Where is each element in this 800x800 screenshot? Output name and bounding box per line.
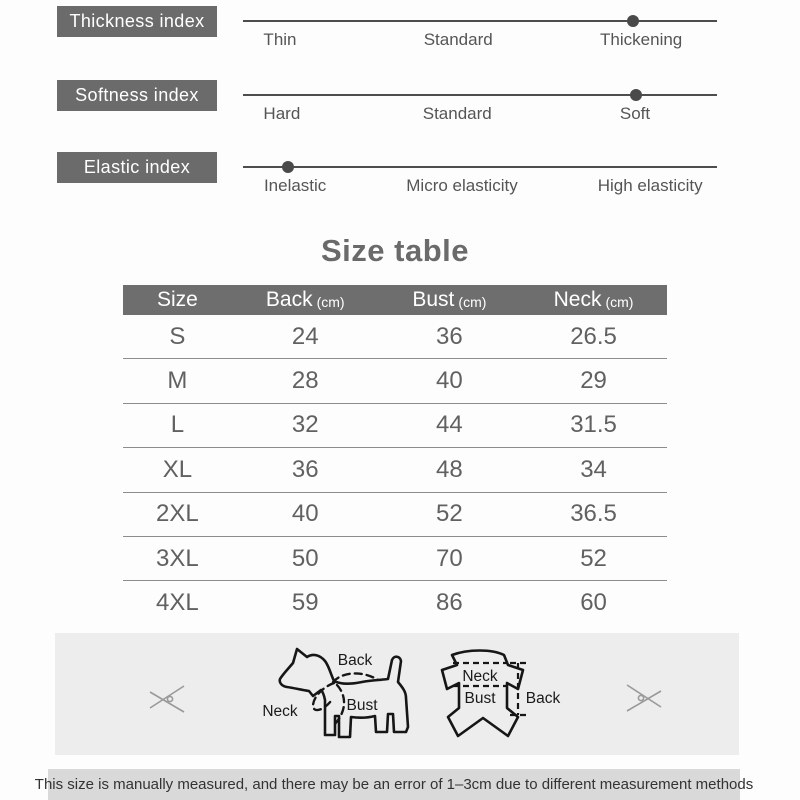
table-row-l	[123, 404, 667, 448]
scale-labels	[243, 30, 717, 54]
scale-labels	[243, 104, 717, 128]
cell-size: S	[169, 322, 186, 350]
scale-labels	[243, 176, 717, 200]
thickness-index-label: Thickness index	[57, 6, 217, 37]
table-row-3xl	[123, 537, 667, 581]
scale-label-micro-elasticity: Micro elasticity	[406, 176, 518, 195]
dog-neck-label: Neck	[262, 703, 298, 720]
scale-label-high-elasticity: High elasticity	[597, 176, 703, 195]
cell-back: 50	[291, 544, 319, 572]
softness-scale	[243, 94, 717, 140]
cell-size: M	[167, 367, 188, 395]
dog-measurement-diagram	[250, 630, 430, 770]
cell-neck: 26.5	[570, 322, 617, 350]
dog-bust-label: Bust	[346, 697, 378, 714]
scale-label-standard: Standard	[422, 104, 492, 123]
index-row-elastic	[0, 152, 800, 214]
table-row-4xl	[123, 581, 667, 624]
cell-bust: 70	[436, 544, 463, 572]
elastic-scale	[243, 166, 717, 212]
cell-back: 32	[291, 411, 319, 439]
dog-back-label: Back	[337, 652, 373, 669]
cell-size: 2XL	[156, 500, 199, 528]
cell-bust: 48	[436, 455, 463, 483]
cell-back: 59	[291, 589, 319, 617]
column-header-back: Back (cm)	[265, 288, 345, 311]
cell-back: 28	[291, 367, 319, 395]
scale-label-thickening: Thickening	[600, 30, 683, 49]
scissors-cut-icon	[624, 680, 664, 716]
scale-dot-thickening	[627, 15, 639, 27]
cell-neck: 60	[580, 589, 607, 617]
garment-back-label: Back	[525, 690, 561, 707]
table-row-m	[123, 359, 667, 403]
scale-label-hard: Hard	[263, 104, 301, 123]
measure-diagram-panel	[55, 633, 739, 755]
size-table-title: Size table	[321, 233, 469, 268]
cell-bust: 52	[436, 500, 463, 528]
scale-line	[243, 20, 717, 22]
table-row-2xl	[123, 493, 667, 537]
cell-bust: 36	[436, 322, 463, 350]
size-table	[123, 285, 667, 625]
cell-bust: 40	[436, 367, 463, 395]
garment-measurement-diagram	[430, 635, 580, 770]
table-row-s	[123, 315, 667, 359]
cell-size: L	[170, 411, 185, 439]
scale-dot-inelastic	[282, 161, 294, 173]
elastic-index-label: Elastic index	[57, 152, 217, 183]
cell-bust: 86	[436, 589, 463, 617]
scale-label-standard: Standard	[423, 30, 493, 49]
scale-label-inelastic: Inelastic	[263, 176, 327, 195]
column-header-bust: Bust (cm)	[412, 288, 487, 311]
index-row-thickness	[0, 6, 800, 68]
column-header-neck: Neck (cm)	[553, 288, 634, 311]
cell-size: XL	[162, 455, 193, 483]
scale-line	[243, 94, 717, 96]
scale-line	[243, 166, 717, 168]
softness-index-label: Softness index	[57, 80, 217, 111]
cell-neck: 52	[580, 544, 607, 572]
garment-bust-label: Bust	[464, 690, 496, 707]
cell-back: 36	[291, 455, 319, 483]
scale-dot-soft	[630, 89, 642, 101]
thickness-scale	[243, 20, 717, 66]
scissors-cut-icon	[147, 681, 187, 717]
index-row-softness	[0, 80, 800, 142]
scale-label-soft: Soft	[619, 104, 651, 123]
cell-back: 40	[291, 500, 319, 528]
scale-label-thin: Thin	[263, 30, 297, 49]
cell-back: 24	[291, 322, 319, 350]
cell-neck: 36.5	[570, 500, 617, 528]
size-table-header	[123, 285, 667, 315]
footer-note: This size is manually measured, and there may be an error of 1–3cm due to different measurement methods	[48, 769, 740, 800]
cell-neck: 31.5	[570, 411, 617, 439]
cell-neck: 29	[580, 367, 607, 395]
cell-neck: 34	[580, 455, 607, 483]
column-header-size: Size	[156, 288, 198, 311]
garment-neck-label: Neck	[462, 668, 498, 685]
cell-size: 3XL	[156, 544, 199, 572]
table-row-xl	[123, 448, 667, 492]
cell-size: 4XL	[156, 589, 199, 617]
cell-bust: 44	[436, 411, 463, 439]
